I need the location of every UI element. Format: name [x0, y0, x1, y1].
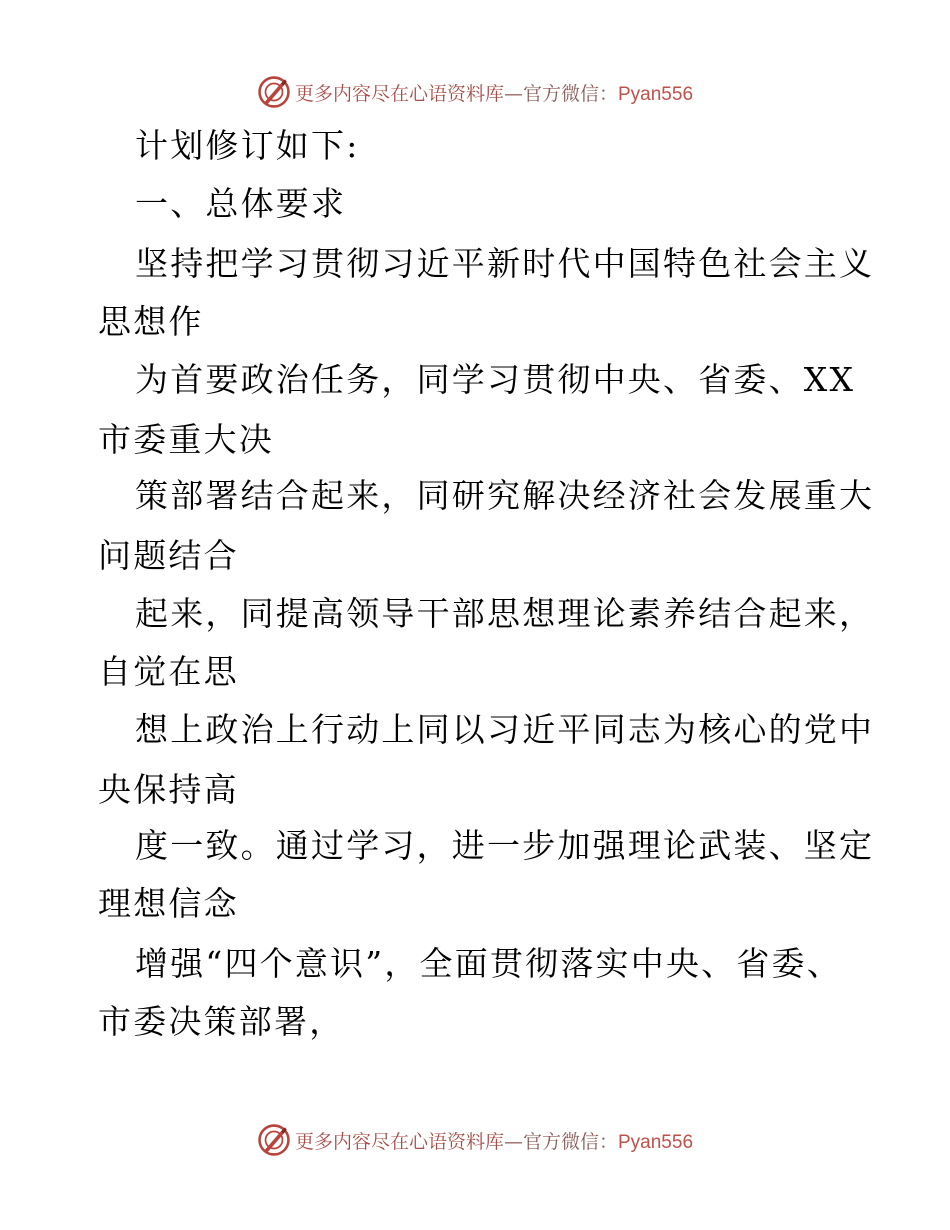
body-line: 市委重大决 — [98, 420, 274, 459]
body-line: 为首要政治任务，同学习贯彻中央、省委、XX — [135, 360, 856, 399]
body-line: 央保持高 — [98, 770, 239, 809]
body-line: 市委决策部署， — [98, 1002, 345, 1041]
pen-logo-icon — [257, 1123, 291, 1157]
body-line: 起来，同提高领导干部思想理论素养结合起来， — [135, 594, 875, 633]
body-line: 策部署结合起来，同研究解决经济社会发展重大 — [135, 476, 875, 515]
body-line: 度一致。通过学习，进一步加强理论武装、坚定 — [135, 826, 875, 865]
body-line: 计划修订如下: — [135, 126, 360, 165]
body-line: 思想作 — [98, 302, 204, 341]
watermark-wechat-label: 官方微信： — [522, 82, 618, 105]
watermark-library: 更多内容尽在心语资料库 — [294, 82, 504, 105]
body-line: 想上政治上行动上同以习近平同志为核心的党中 — [135, 710, 875, 749]
watermark-account: Pyan556 — [618, 83, 694, 105]
footer-watermark — [0, 1118, 950, 1162]
watermark-account: Pyan556 — [618, 1131, 694, 1153]
section-heading: 一、总体要求 — [135, 184, 347, 223]
watermark-separator: — — [503, 82, 523, 105]
body-line: 问题结合 — [98, 536, 239, 575]
watermark-text — [295, 1127, 693, 1154]
body-line: 增强“四个意识”，全面贯彻落实中央、省委、 — [135, 944, 842, 983]
body-line: 理想信念 — [98, 884, 239, 923]
watermark-wechat-label: 官方微信： — [522, 1130, 618, 1153]
body-line: 自觉在思 — [98, 652, 239, 691]
body-line: 坚持把学习贯彻习近平新时代中国特色社会主义 — [135, 244, 875, 283]
watermark-library: 更多内容尽在心语资料库 — [294, 1130, 504, 1153]
watermark-separator: — — [503, 1130, 523, 1153]
